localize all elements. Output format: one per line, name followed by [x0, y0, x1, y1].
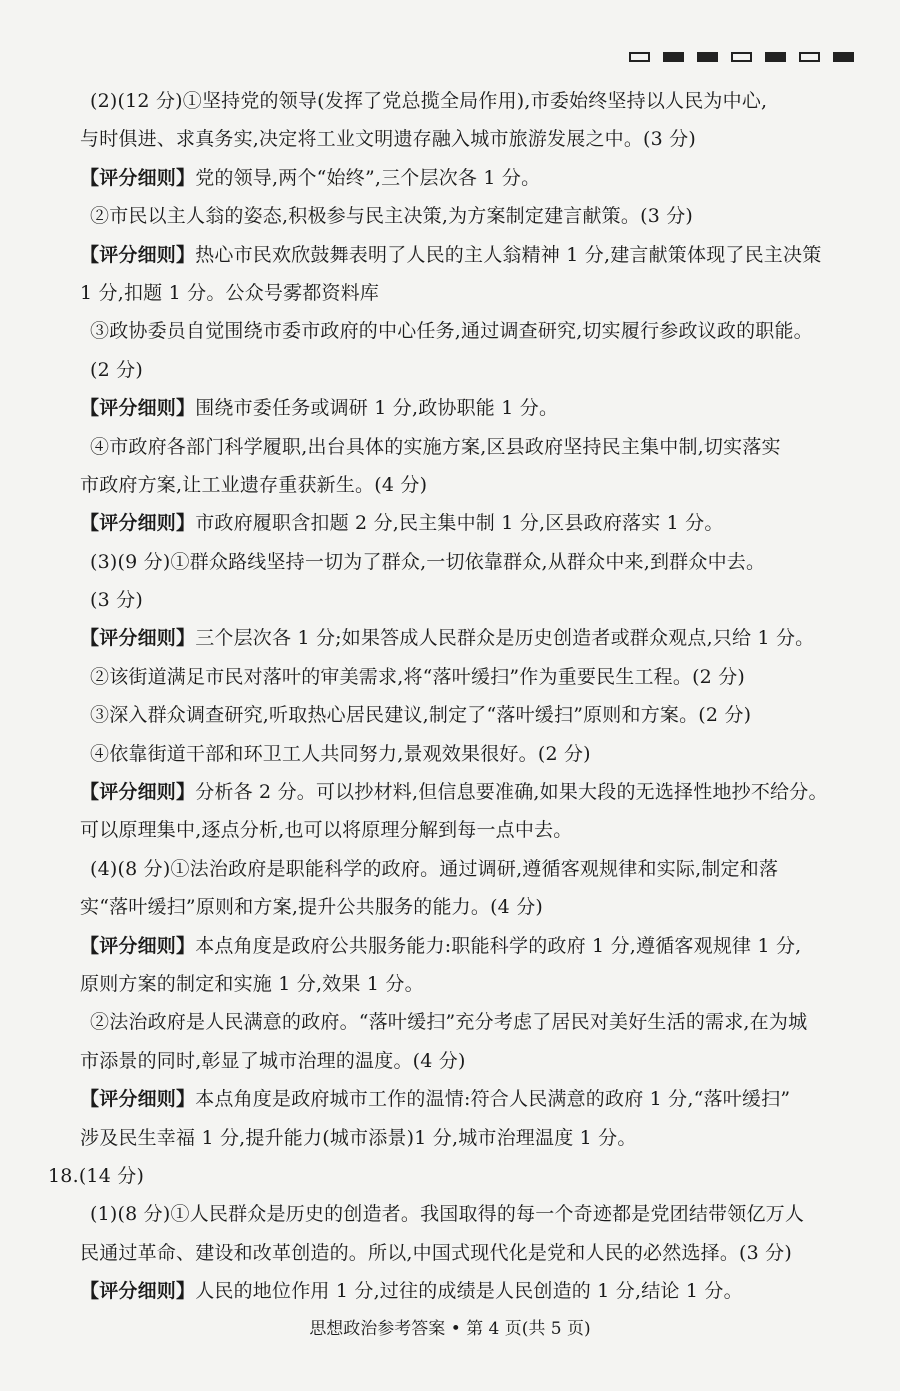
- line-text: (3)(9 分)①群众路线坚持一切为了群众,一切依靠群众,从群众中来,到群众中去。: [90, 550, 766, 573]
- line-text: ④市政府各部门科学履职,出台具体的实施方案,区县政府坚持民主集中制,切实落实: [90, 435, 781, 458]
- line-text: ②该街道满足市民对落叶的审美需求,将“落叶缓扫”作为重要民生工程。(2 分): [90, 665, 746, 688]
- line-text: ②市民以主人翁的姿态,积极参与民主决策,为方案制定建言献策。(3 分): [90, 205, 694, 228]
- answer-line: [80, 696, 860, 734]
- line-text: 分析各 2 分。可以抄材料,但信息要准确,如果大段的无选择性地抄不给分。: [195, 781, 828, 804]
- page-footer: 思想政治参考答案 • 第 4 页(共 5 页): [309, 1319, 591, 1339]
- line-text: 三个层次各 1 分;如果答成人民群众是历史创造者或群众观点,只给 1 分。: [195, 627, 815, 650]
- line-text: 热心市民欢欣鼓舞表明了人民的主人翁精神 1 分,建言献策体现了民主决策: [195, 243, 822, 266]
- line-text: 围绕市委任务或调研 1 分,政协职能 1 分。: [195, 397, 559, 420]
- line-text: (2)(12 分)①坚持党的领导(发挥了党总揽全局作用),市委始终坚持以人民为中心,: [90, 90, 768, 112]
- scoring-rule-line: [80, 1272, 860, 1310]
- answer-line: [80, 581, 860, 619]
- scoring-rule-line: [80, 619, 860, 657]
- answer-line: [80, 274, 860, 312]
- answer-line: [80, 850, 860, 888]
- answer-line: [80, 658, 860, 696]
- header-mark-empty: [799, 52, 820, 62]
- answer-line: [80, 543, 860, 581]
- line-text: 人民的地位作用 1 分,过往的成绩是人民创造的 1 分,结论 1 分。: [195, 1280, 743, 1303]
- answer-line: [80, 1195, 860, 1233]
- line-text: (4)(8 分)①法治政府是职能科学的政府。通过调研,遵循客观规律和实际,制定和落: [90, 857, 779, 880]
- answer-line: [80, 312, 860, 350]
- scoring-rule-label: 【评分细则】: [80, 397, 196, 420]
- line-text: ④依靠街道干部和环卫工人共同努力,景观效果很好。(2 分): [90, 742, 591, 765]
- scoring-rule-line: [80, 389, 860, 427]
- line-text: 可以原理集中,逐点分析,也可以将原理分解到每一点中去。: [80, 819, 573, 842]
- scoring-rule-label: 【评分细则】: [80, 1280, 196, 1303]
- scoring-rule-label: 【评分细则】: [80, 627, 196, 650]
- header-mark-filled: [765, 52, 786, 62]
- answer-content: [48, 82, 860, 1311]
- answer-line: [80, 888, 860, 926]
- answer-line: [80, 811, 860, 849]
- scoring-rule-line: [80, 504, 860, 542]
- header-mark-filled: [697, 52, 718, 62]
- answer-line: [48, 1157, 860, 1195]
- line-text: 18.(14 分): [48, 1164, 145, 1187]
- line-text: (1)(8 分)①人民群众是历史的创造者。我国取得的每一个奇迹都是党团结带领亿万人: [90, 1203, 805, 1226]
- line-text: 市政府方案,让工业遗存重获新生。(4 分): [80, 473, 428, 496]
- header-mark-filled: [833, 52, 854, 62]
- answer-line: [80, 1119, 860, 1157]
- answer-line: [80, 1042, 860, 1080]
- line-text: 原则方案的制定和实施 1 分,效果 1 分。: [80, 972, 424, 995]
- scoring-rule-line: [80, 236, 860, 274]
- line-text: 与时俱进、求真务实,决定将工业文明遗存融入城市旅游发展之中。(3 分): [80, 128, 696, 151]
- scoring-rule-line: [80, 1080, 860, 1118]
- line-text: 涉及民生幸福 1 分,提升能力(城市添景)1 分,城市治理温度 1 分。: [80, 1126, 637, 1149]
- scoring-rule-line: [80, 159, 860, 197]
- header-mark-filled: [663, 52, 684, 62]
- scoring-rule-label: 【评分细则】: [80, 1088, 196, 1111]
- answer-line: [80, 82, 860, 120]
- scoring-rule-label: 【评分细则】: [80, 512, 196, 535]
- header-mark-empty: [629, 52, 650, 62]
- line-text: 1 分,扣题 1 分。公众号雾都资料库: [80, 281, 380, 304]
- scoring-rule-line: [80, 773, 860, 811]
- line-text: 本点角度是政府公共服务能力:职能科学的政府 1 分,遵循客观规律 1 分,: [195, 934, 802, 957]
- header-mark-empty: [731, 52, 752, 62]
- answer-line: [80, 466, 860, 504]
- scoring-rule-label: 【评分细则】: [80, 934, 196, 957]
- line-text: 市政府履职含扣题 2 分,民主集中制 1 分,区县政府落实 1 分。: [195, 512, 724, 535]
- line-text: 本点角度是政府城市工作的温情:符合人民满意的政府 1 分,“落叶缓扫”: [195, 1088, 791, 1111]
- line-text: ③深入群众调查研究,听取热心居民建议,制定了“落叶缓扫”原则和方案。(2 分): [90, 704, 752, 727]
- answer-line: [80, 1003, 860, 1041]
- line-text: 市添景的同时,彰显了城市治理的温度。(4 分): [80, 1049, 466, 1072]
- answer-line: [80, 197, 860, 235]
- answer-line: [80, 735, 860, 773]
- line-text: ③政协委员自觉围绕市委市政府的中心任务,通过调查研究,切实履行参政议政的职能。: [90, 320, 813, 343]
- line-text: 实“落叶缓扫”原则和方案,提升公共服务的能力。(4 分): [80, 896, 544, 919]
- answer-line: [80, 351, 860, 389]
- scoring-rule-label: 【评分细则】: [80, 166, 196, 189]
- answer-line: [80, 1234, 860, 1272]
- answer-line: [80, 120, 860, 158]
- line-text: 民通过革命、建设和改革创造的。所以,中国式现代化是党和人民的必然选择。(3 分): [80, 1241, 792, 1264]
- scoring-rule-label: 【评分细则】: [80, 781, 196, 804]
- line-text: (3 分): [90, 589, 143, 612]
- line-text: (2 分): [90, 358, 143, 381]
- line-text: ②法治政府是人民满意的政府。“落叶缓扫”充分考虑了居民对美好生活的需求,在为城: [90, 1011, 808, 1034]
- scoring-rule-line: [80, 927, 860, 965]
- scoring-rule-label: 【评分细则】: [80, 243, 196, 266]
- header-marks: [629, 52, 854, 62]
- answer-line: [80, 428, 860, 466]
- line-text: 党的领导,两个“始终”,三个层次各 1 分。: [195, 166, 541, 189]
- answer-line: [80, 965, 860, 1003]
